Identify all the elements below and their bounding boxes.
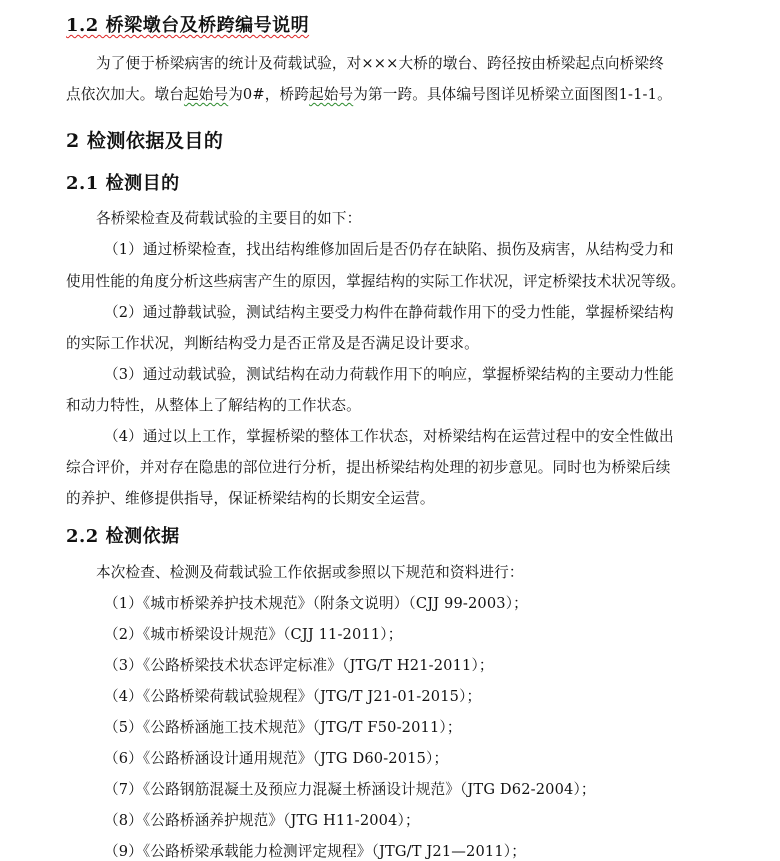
reference-item-7: （7）《公路钢筋混凝土及预应力混凝土桥涵设计规范》（JTG D62-2004）；	[104, 781, 596, 798]
list-item-2-1-1-line2: 使用性能的角度分析这些病害产生的原因，掌握结构的实际工作状况，评定桥梁技术状况等级。	[66, 273, 686, 290]
section-heading-2-1: 2.1 检测目的	[66, 173, 180, 194]
reference-item-6: （6）《公路桥涵设计通用规范》（JTG D60-2015）；	[104, 750, 449, 767]
list-item-2-1-1-line1: （1）通过桥梁检查，找出结构维修加固后是否仍存在缺陷、损伤及病害，从结构受力和	[104, 241, 674, 258]
paragraph-1-2-text-b: 起始号	[183, 86, 229, 103]
paragraph-1-2-line1: 为了便于桥梁病害的统计及荷载试验，对×××大桥的墩台、跨径按由桥梁起点向桥梁终	[96, 55, 664, 72]
paragraph-1-2-text-e: 为第一跨。具体编号图详见桥梁立面图图1-1-1。	[353, 86, 672, 103]
reference-item-9: （9）《公路桥梁承载能力检测评定规程》（JTG/T J21—2011）；	[104, 843, 526, 860]
list-item-2-1-4-line1: （4）通过以上工作，掌握桥梁的整体工作状态，对桥梁结构在运营过程中的安全性做出	[104, 428, 674, 445]
reference-item-2: （2）《城市桥梁设计规范》（CJJ 11-2011）；	[104, 626, 403, 643]
reference-item-1: （1）《城市桥梁养护技术规范》（附条文说明）（CJJ 99-2003）；	[104, 595, 528, 612]
section-heading-1-2-text: 1.2 桥梁墩台及桥跨编号说明	[66, 15, 310, 36]
paragraph-1-2-text-d: 起始号	[308, 86, 354, 103]
list-item-2-1-3-line2: 和动力特性，从整体上了解结构的工作状态。	[66, 397, 361, 414]
reference-item-8: （8）《公路桥涵养护规范》（JTG H11-2004）；	[104, 812, 420, 829]
list-item-2-1-4-line3: 的养护、维修提供指导，保证桥梁结构的长期安全运营。	[66, 490, 435, 507]
paragraph-1-2-text-c: 为0#，桥跨	[228, 86, 309, 103]
paragraph-2-1-intro: 各桥梁检查及荷载试验的主要目的如下：	[96, 210, 362, 227]
paragraph-1-2-text-a: 点依次加大。墩台	[66, 86, 184, 103]
list-item-2-1-3-line1: （3）通过动载试验，测试结构在动力荷载作用下的响应，掌握桥梁结构的主要动力性能	[104, 366, 674, 383]
section-heading-2: 2 检测依据及目的	[66, 130, 224, 152]
paragraph-1-2-line2	[66, 83, 672, 104]
section-heading-1-2	[66, 11, 309, 37]
reference-item-4: （4）《公路桥梁荷载试验规程》（JTG/T J21-01-2015）；	[104, 688, 482, 705]
reference-item-5: （5）《公路桥涵施工技术规范》（JTG/T F50-2011）；	[104, 719, 462, 736]
reference-item-3: （3）《公路桥梁技术状态评定标准》（JTG/T H21-2011）；	[104, 657, 494, 674]
list-item-2-1-2-line1: （2）通过静载试验，测试结构主要受力构件在静荷载作用下的受力性能，掌握桥梁结构	[104, 304, 674, 321]
section-heading-2-2: 2.2 检测依据	[66, 526, 180, 547]
paragraph-2-2-intro: 本次检查、检测及荷载试验工作依据或参照以下规范和资料进行：	[96, 564, 524, 581]
list-item-2-1-2-line2: 的实际工作状况，判断结构受力是否正常及是否满足设计要求。	[66, 335, 479, 352]
list-item-2-1-4-line2: 综合评价，并对存在隐患的部位进行分析，提出桥梁结构处理的初步意见。同时也为桥梁后续	[66, 459, 671, 476]
